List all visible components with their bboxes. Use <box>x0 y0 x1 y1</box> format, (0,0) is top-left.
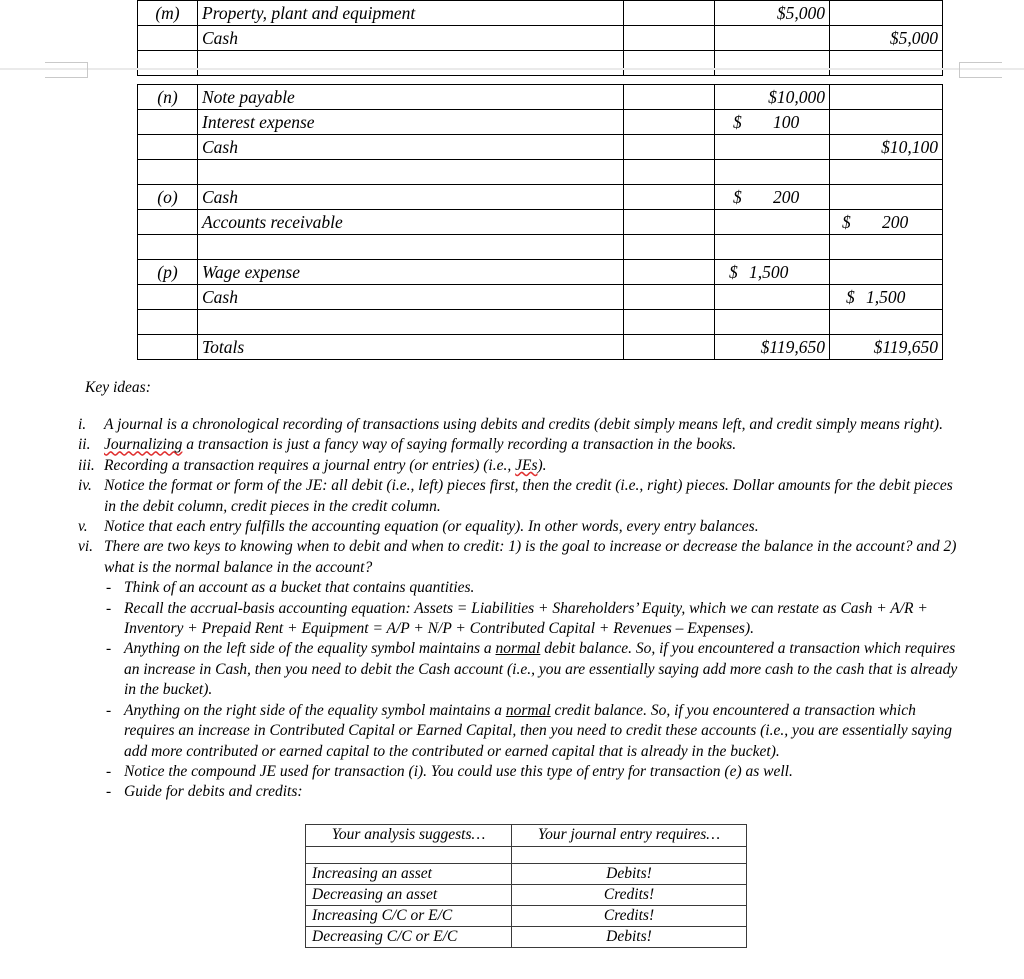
sub-item-text-after: credit balance. So, if you encountered a transaction which requires an increase in Contributed Capital or Earned Capital, then you need to credit these accounts (i.e., you are essentially saying add more contributed or earned capital to the contributed or earned capital that is already in the bucket). <box>124 701 952 760</box>
journal-ref-cell: (p) <box>138 260 198 285</box>
list-marker: v. <box>78 518 88 536</box>
journal-ref-cell <box>138 285 198 310</box>
list-marker: ii. <box>78 436 91 454</box>
emphasis-normal: normal <box>495 640 541 658</box>
journal-account-cell: Property, plant and equipment <box>198 1 624 26</box>
journal-posting-cell <box>624 160 715 185</box>
table-row <box>306 864 747 885</box>
table-row <box>306 885 747 906</box>
guide-analysis-cell: Increasing C/C or E/C <box>306 906 512 927</box>
journal-credit-cell <box>830 210 943 235</box>
table-header-row <box>306 825 747 847</box>
list-item-text-before: Recording a transaction requires a journal entry (or entries) (i.e., <box>104 456 516 474</box>
table-row <box>138 85 943 110</box>
guide-analysis-cell: Decreasing C/C or E/C <box>306 927 512 948</box>
journal-posting-cell <box>624 335 715 360</box>
journal-account-cell: Cash <box>198 285 624 310</box>
list-item-v <box>78 517 960 537</box>
page-break-divider <box>0 62 1024 76</box>
journal-ref-cell <box>138 26 198 51</box>
sub-item-guide-intro <box>78 782 960 802</box>
list-item-vi <box>78 537 960 578</box>
table-row <box>138 260 943 285</box>
list-marker: i. <box>78 416 87 433</box>
journal-posting-cell <box>624 135 715 160</box>
journal-totals-label: Totals <box>198 335 624 360</box>
spellcheck-word: JEs <box>515 456 538 474</box>
journal-account-cell: Cash <box>198 135 624 160</box>
journal-account-cell: Wage expense <box>198 260 624 285</box>
journal-credit-cell <box>830 260 943 285</box>
journal-debit-cell <box>715 185 830 210</box>
journal-debit-cell <box>715 260 830 285</box>
list-item-ii <box>78 435 960 455</box>
journal-account-cell: Interest expense <box>198 110 624 135</box>
bullet-dash-icon: - <box>106 579 112 597</box>
guide-entry-cell: Debits! <box>512 927 747 948</box>
table-row <box>138 235 943 260</box>
journal-debit-cell <box>715 26 830 51</box>
table-row <box>138 26 943 51</box>
journal-credit-cell <box>830 235 943 260</box>
bullet-dash-icon: - <box>106 762 112 780</box>
journal-debit-cell <box>715 210 830 235</box>
journal-totals-debit: $119,650 <box>715 335 830 360</box>
journal-posting-cell <box>624 185 715 210</box>
journal-ref-cell: (o) <box>138 185 198 210</box>
journal-account-cell <box>198 310 624 335</box>
journal-credit-cell <box>830 85 943 110</box>
table-row <box>138 110 943 135</box>
currency-symbol: $ <box>846 286 855 307</box>
journal-ref-cell: (n) <box>138 85 198 110</box>
table-row <box>306 927 747 948</box>
journal-posting-cell <box>624 1 715 26</box>
journal-totals-credit: $119,650 <box>830 335 943 360</box>
journal-ref-cell <box>138 310 198 335</box>
list-item-text-after: ). <box>537 456 547 474</box>
journal-debit-cell: $5,000 <box>715 1 830 26</box>
guide-spacer-cell <box>512 847 747 864</box>
journal-credit-cell: $5,000 <box>830 26 943 51</box>
list-marker: iv. <box>78 477 92 495</box>
sub-item-equation <box>78 599 960 640</box>
journal-account-cell: Cash <box>198 185 624 210</box>
table-row <box>138 185 943 210</box>
currency-symbol: $ <box>733 111 742 132</box>
journal-debit-cell <box>715 285 830 310</box>
table-row <box>306 906 747 927</box>
currency-symbol: $ <box>729 261 738 282</box>
journal-credit-cell <box>830 110 943 135</box>
table-row <box>138 135 943 160</box>
journal-posting-cell <box>624 260 715 285</box>
journal-credit-cell: $10,100 <box>830 135 943 160</box>
list-item-i <box>78 415 960 435</box>
guide-entry-cell: Credits! <box>512 906 747 927</box>
journal-ref-cell: (m) <box>138 1 198 26</box>
journal-posting-cell <box>624 26 715 51</box>
table-row-totals <box>138 335 943 360</box>
bullet-dash-icon: - <box>106 783 112 801</box>
guide-header-analysis: Your analysis suggests… <box>306 825 512 847</box>
list-item-text: A journal is a chronological recording of transactions using debits and credits (debit simply means left, and credit simply means right). <box>104 416 943 433</box>
journal-debit-cell <box>715 160 830 185</box>
journal-debit-cell: $10,000 <box>715 85 830 110</box>
sub-item-compound-je <box>78 762 960 782</box>
amount-value: 1,500 <box>866 286 906 307</box>
key-ideas-heading: Key ideas: <box>85 379 151 396</box>
guide-entry-cell: Debits! <box>512 864 747 885</box>
journal-account-cell: Cash <box>198 26 624 51</box>
guide-analysis-cell: Increasing an asset <box>306 864 512 885</box>
emphasis-normal: normal <box>505 701 551 719</box>
table-row <box>138 210 943 235</box>
journal-ref-cell <box>138 135 198 160</box>
debits-credits-guide-table <box>305 824 747 948</box>
journal-posting-cell <box>624 110 715 135</box>
sub-item-left-side <box>78 639 960 700</box>
currency-symbol: $ <box>733 186 742 207</box>
journal-debit-cell <box>715 110 830 135</box>
list-item-text: There are two keys to knowing when to debit and when to credit: 1) is the goal to increase or decrease the balance in the account? and 2) what is the normal balance in the account? <box>104 538 957 576</box>
journal-account-cell: Note payable <box>198 85 624 110</box>
list-item-text: a transaction is just a fancy way of saying formally recording a transaction in the books. <box>182 436 737 454</box>
page-break-mark-left <box>45 62 88 78</box>
journal-posting-cell <box>624 210 715 235</box>
journal-posting-cell <box>624 85 715 110</box>
journal-credit-cell <box>830 1 943 26</box>
sub-item-text: Recall the accrual-basis accounting equation: Assets = Liabilities + Shareholders’ Equity, which we can restate as Cash + A/R + Inventory + Prepaid Rent + Equipment = A/P + N/P + Contributed Capital + Revenues – Expenses). <box>124 599 928 638</box>
page-break-mark-right <box>959 62 1002 78</box>
guide-header-entry: Your journal entry requires… <box>512 825 747 847</box>
list-item-iii <box>78 456 960 476</box>
journal-ref-cell <box>138 110 198 135</box>
page-break-rule <box>0 68 1024 70</box>
journal-account-cell <box>198 235 624 260</box>
journal-ref-cell <box>138 335 198 360</box>
spellcheck-word: Journalizing <box>104 436 183 454</box>
sub-item-text-after: debit balance. So, if you encountered a transaction which requires an increase in Cash, then you need to debit the Cash account (i.e., you are essentially saying add more cash to the cash that is already in the bucket). <box>124 640 958 699</box>
sub-item-text: Guide for debits and credits: <box>124 783 303 801</box>
journal-debit-cell <box>715 135 830 160</box>
table-row <box>138 1 943 26</box>
bullet-dash-icon: - <box>106 640 112 658</box>
table-row <box>138 160 943 185</box>
journal-ref-cell <box>138 235 198 260</box>
guide-analysis-cell: Decreasing an asset <box>306 885 512 906</box>
table-row <box>138 310 943 335</box>
guide-entry-cell: Credits! <box>512 885 747 906</box>
list-item-iv <box>78 476 960 517</box>
sub-item-text-before: Anything on the left side of the equality symbol maintains a <box>124 640 496 658</box>
journal-credit-cell <box>830 310 943 335</box>
journal-ref-cell <box>138 210 198 235</box>
amount-value: 200 <box>773 186 800 207</box>
journal-debit-cell <box>715 310 830 335</box>
list-item-text: Notice the format or form of the JE: all debit (i.e., left) pieces first, then the credit (i.e., right) pieces. Dollar amounts for the debit pieces in the debit column, credit pieces in the credit column. <box>104 477 953 515</box>
sub-item-bucket <box>78 578 960 598</box>
journal-credit-cell <box>830 160 943 185</box>
journal-credit-cell <box>830 185 943 210</box>
list-marker: iii. <box>78 456 95 474</box>
list-item-text: Notice that each entry fulfills the accounting equation (or equality). In other words, every entry balances. <box>104 518 759 536</box>
key-ideas-list <box>78 415 960 803</box>
guide-spacer-cell <box>306 847 512 864</box>
list-marker: vi. <box>78 538 94 556</box>
journal-account-cell: Accounts receivable <box>198 210 624 235</box>
journal-account-cell <box>198 160 624 185</box>
journal-posting-cell <box>624 285 715 310</box>
sub-item-text: Notice the compound JE used for transaction (i). You could use this type of entry for transaction (e) as well. <box>124 762 793 780</box>
table-spacer-row <box>306 847 747 864</box>
sub-item-right-side <box>78 701 960 762</box>
bullet-dash-icon: - <box>106 599 112 617</box>
journal-ref-cell <box>138 160 198 185</box>
currency-symbol: $ <box>842 211 851 232</box>
amount-value: 1,500 <box>749 261 789 282</box>
amount-value: 100 <box>773 111 800 132</box>
journal-credit-cell <box>830 285 943 310</box>
sub-item-text-before: Anything on the right side of the equality symbol maintains a <box>124 701 506 719</box>
journal-debit-cell <box>715 235 830 260</box>
sub-item-text: Think of an account as a bucket that contains quantities. <box>124 579 475 597</box>
journal-table-block-nop <box>137 84 943 360</box>
journal-posting-cell <box>624 310 715 335</box>
table-row <box>138 285 943 310</box>
bullet-dash-icon: - <box>106 701 112 719</box>
journal-posting-cell <box>624 235 715 260</box>
amount-value: 200 <box>882 211 909 232</box>
